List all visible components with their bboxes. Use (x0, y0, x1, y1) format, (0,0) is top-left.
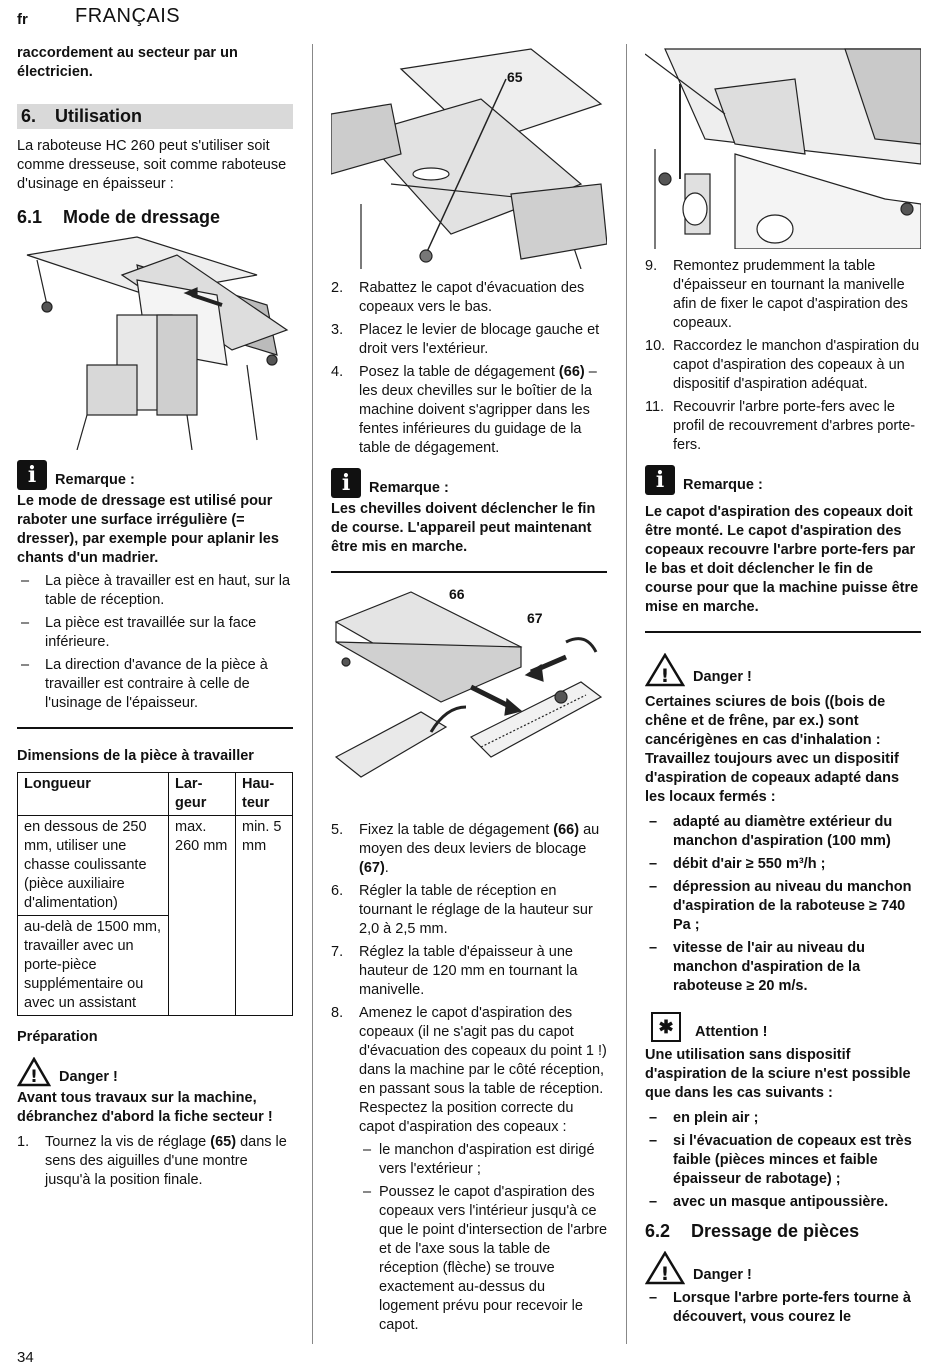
column-1 (17, 44, 293, 1194)
list-item (331, 1004, 607, 1335)
warning-triangle-icon (645, 653, 685, 687)
dressing-bullets (17, 572, 293, 713)
info-icon: i (331, 468, 361, 498)
attention-bullets (645, 1109, 921, 1212)
steps-list-3 (331, 821, 607, 1335)
list-item (331, 882, 607, 939)
list-item (645, 398, 921, 455)
preparation-title: Préparation (17, 1029, 98, 1045)
list-item (645, 257, 921, 333)
danger-text-1: Avant tous travaux sur la machine, débranchez d'abord la fiche secteur ! (17, 1090, 273, 1125)
sub-bullets (359, 1141, 607, 1335)
figure-screw-65 (331, 44, 607, 269)
note-title-2: Remarque : (369, 480, 449, 496)
screw-illustration (331, 44, 607, 269)
svg-text:!: ! (660, 665, 670, 687)
table-header-height: Hau- teur (236, 773, 293, 816)
table-cell: min. 5 mm (236, 816, 293, 1016)
section-6-title: Utilisation (55, 106, 143, 126)
note-text-2: Les chevilles doivent déclencher le fin de course. L'appareil peut maintenant être mis en marche. (331, 501, 596, 555)
step-text: Réglez la table d'épaisseur à une hauteur de 120 mm en tournant la manivelle. (359, 944, 578, 998)
table-cell: max. 260 mm (169, 816, 236, 1016)
step-text: . (384, 860, 389, 876)
list-item (645, 337, 921, 394)
dimensions-title: Dimensions de la pièce à travailler (17, 748, 254, 764)
table-cell: au-delà de 1500 mm, travailler avec un porte-pièce supplémentaire ou avec un assistant (18, 916, 169, 1016)
divider (17, 727, 293, 729)
figure-callout-67: 67 (527, 610, 543, 626)
figure-release-table (331, 587, 607, 807)
list-item: – adapté au diamètre extérieur du manchon d'aspiration (100 mm) (645, 813, 921, 851)
list-item (331, 321, 607, 359)
step-number: 5. (331, 822, 344, 838)
step-text: Fixez la table de dégagement (359, 822, 554, 838)
list-item: – en plein air ; (645, 1109, 921, 1128)
section-6-1-number: 6.1 (17, 207, 43, 227)
list-item: – vitesse de l'air au niveau du manchon d'aspiration de la raboteuse ≥ 20 m/s. (645, 939, 921, 996)
step-number: 3. (331, 322, 344, 338)
danger2-bullets (645, 1289, 921, 1327)
info-icon: i (17, 460, 47, 490)
attention-text: Une utilisation sans dispositif d'aspiration de la sciure n'est possible que dans les cas suivants : (645, 1047, 911, 1101)
svg-text:!: ! (660, 1263, 670, 1285)
note-title-1: Remarque : (55, 472, 135, 488)
step-number: 7. (331, 944, 344, 960)
danger-title-1: Danger ! (59, 1069, 118, 1085)
danger-title-3: Danger ! (693, 1267, 752, 1283)
step-text: Recouvrir l'arbre porte-fers avec le profil de recouvrement d'arbres porte-fers. (673, 399, 916, 453)
section-6-number: 6. (21, 106, 37, 126)
warning-triangle-icon (645, 1251, 685, 1285)
table-header-width: Lar- geur (169, 773, 236, 816)
note-text-1: Le mode de dressage est utilisé pour raboter une surface irrégulière (= dresser), par exemple pour aplanir les chants d'un madrier. (17, 493, 279, 566)
list-item: – si l'évacuation de copeaux est très faible (pièces minces et faible épaisseur de rabotage) ; (645, 1132, 921, 1189)
step-text: au moyen des deux leviers de blocage (359, 822, 600, 857)
danger-text-2: Certaines sciures de bois ((bois de chêne et de frêne, par ex.) sont cancérigènes en cas d'inhalation : Travaillez toujours avec un dispositif d'aspiration de copeaux adapté dans les locaux fermés : (645, 694, 900, 805)
list-item: – débit d'air ≥ 550 m³/h ; (645, 855, 921, 874)
column-2 (331, 44, 607, 1339)
note-title-3: Remarque : (683, 477, 763, 493)
list-item: – le manchon d'aspiration est dirigé vers l'extérieur ; (359, 1141, 607, 1179)
dimensions-table (17, 772, 293, 1016)
step-number: 2. (331, 280, 344, 296)
info-icon: i (645, 465, 675, 495)
list-item: – avec un masque antipoussière. (645, 1193, 921, 1212)
svg-text:!: ! (30, 1067, 38, 1087)
table-header-length: Longueur (18, 773, 169, 816)
danger-title-2: Danger ! (693, 669, 752, 685)
column-divider-1 (312, 44, 313, 1344)
release-table-illustration (331, 587, 607, 807)
section-6-heading (17, 104, 293, 129)
step-text: Raccordez le manchon d'aspiration du capot d'aspiration des copeaux à un dispositif d'aspiration adéquat. (673, 338, 920, 392)
figure-callout-65: 65 (507, 69, 523, 85)
steps-list-4 (645, 257, 921, 455)
list-item: – Lorsque l'arbre porte-fers tourne à découvert, vous courez le (645, 1289, 921, 1327)
figure-callout-66: 66 (449, 586, 465, 602)
extraction-hood-illustration (645, 44, 921, 249)
step-number: 4. (331, 364, 344, 380)
danger-bullets (645, 813, 921, 996)
step-text: Posez la table de dégagement (359, 364, 559, 380)
steps-list-2 (331, 279, 607, 458)
divider (645, 631, 921, 633)
list-item (331, 821, 607, 878)
note-box-3 (645, 465, 921, 617)
step-number: 6. (331, 883, 344, 899)
planer-illustration (17, 235, 293, 450)
step-text: Placez le levier de blocage gauche et droit vers l'extérieur. (359, 322, 600, 357)
table-cell: en dessous de 250 mm, utiliser une chasse coulissante (pièce auxiliaire d'alimentation) (18, 816, 169, 916)
step-text: Rabattez le capot d'évacuation des copeaux vers le bas. (359, 280, 585, 315)
divider (331, 571, 607, 573)
list-item: – dépression au niveau du manchon d'aspiration de la raboteuse ≥ 740 Pa ; (645, 878, 921, 935)
list-item: – Poussez le capot d'aspiration des copeaux vers l'intérieur jusqu'à ce que le point d'intersection de l'arbre et de l'axe sous la table de réception (flèche) se trouve exactement au-dessus du logement prévu pour recevoir le capot. (359, 1183, 607, 1335)
table-header-row (18, 773, 293, 816)
section-6-1-title: Mode de dressage (63, 207, 221, 227)
step-ref: (66) (553, 822, 580, 838)
list-item: – La pièce est travaillée sur la face inférieure. (17, 614, 293, 652)
steps-list-1 (17, 1133, 293, 1190)
attention-title: Attention ! (695, 1024, 768, 1040)
section-6-text: La raboteuse HC 260 peut s'utiliser soit comme dresseuse, soit comme raboteuse d'usinage en épaisseur : (17, 138, 287, 192)
header-title: FRANÇAIS (75, 5, 181, 27)
column-3 (645, 44, 921, 1331)
step-number: 9. (645, 258, 658, 274)
step-text: – les deux chevilles sur le boîtier de la machine doivent s'agripper dans les fentes inférieures du guidage de la table de dégagement. (359, 364, 597, 456)
attention-icon: ✱ (651, 1012, 681, 1042)
table-row (18, 816, 293, 916)
step-text: Remontez prudemment la table d'épaisseur en tournant la manivelle afin de fixer le capot d'aspiration des copeaux. (673, 258, 908, 331)
section-6-1-heading (17, 208, 293, 227)
step-text: dans le sens des aiguilles d'une montre jusqu'à la position finale. (45, 1134, 287, 1188)
list-item (331, 943, 607, 1000)
section-6-2-heading (645, 1222, 921, 1241)
section-6-2-number: 6.2 (645, 1221, 671, 1241)
danger-box-2 (645, 653, 921, 807)
step-number: 8. (331, 1005, 344, 1021)
step-text: Régler la table de réception en tournant le réglage de la hauteur sur 2,0 à 2,5 mm. (359, 883, 593, 937)
step-text: Amenez le capot d'aspiration des copeaux (il ne s'agit pas du capot d'évacuation des copeaux du point 1 !) dans la machine par le côté réception, en passant sous la table de réception. Respectez la position correcte du capot d'aspiration des copeaux : (359, 1005, 607, 1135)
section-6-2-title: Dressage de pièces (691, 1221, 860, 1241)
step-number: 11. (645, 399, 665, 415)
list-item (17, 1133, 293, 1190)
list-item (331, 363, 607, 458)
attention-box (645, 1012, 921, 1103)
step-ref: (67) (359, 860, 385, 876)
step-ref: (65) (210, 1134, 237, 1150)
step-number: 1. (17, 1134, 30, 1150)
page-number: 34 (17, 1349, 34, 1366)
column-divider-2 (626, 44, 627, 1344)
note-box-2 (331, 468, 607, 557)
step-number: 10. (645, 338, 666, 354)
list-item (331, 279, 607, 317)
figure-dressing-mode (17, 235, 293, 450)
intro-text: raccordement au secteur par un électricien. (17, 45, 238, 80)
header-lang: fr (17, 11, 28, 28)
list-item: – La pièce à travailler est en haut, sur la table de réception. (17, 572, 293, 610)
figure-extraction-hood (645, 44, 921, 249)
warning-triangle-icon (17, 1057, 51, 1087)
step-ref: (66) (558, 364, 585, 380)
danger-box-1 (17, 1057, 293, 1127)
list-item: – La direction d'avance de la pièce à travailler est contraire à celle de l'usinage de l'épaisseur. (17, 656, 293, 713)
note-box-1 (17, 460, 293, 568)
note-text-3: Le capot d'aspiration des copeaux doit être monté. Le capot d'aspiration des copeaux recouvre l'arbre porte-fers par le bas et doit déclencher le fin de course pour que la machine puisse être mise en marche. (645, 504, 919, 615)
danger-box-3 (645, 1251, 921, 1285)
step-text: Tournez la vis de réglage (45, 1134, 211, 1150)
